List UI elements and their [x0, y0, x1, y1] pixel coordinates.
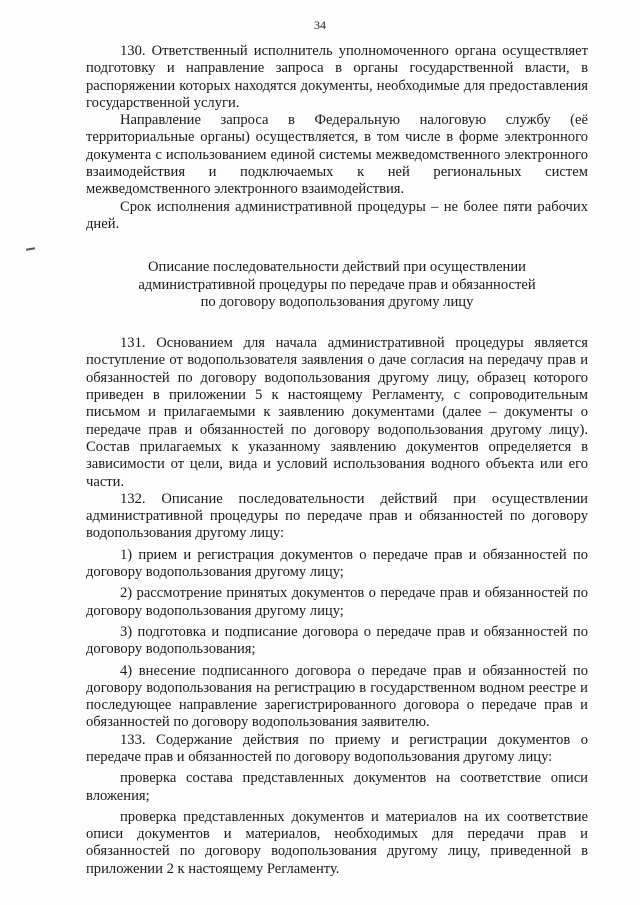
paragraph-131: 131. Основанием для начала административной процедуры является поступление от водопользователя заявления о даче согласия на передачу прав и обязанностей по договору водопользования другому лицу, образец которого приведен в приложении 5 к настоящему Регламенту, с сопроводительным письмом и прилагаемыми к заявлению документами (далее – документы о передаче прав и обязанностей по договору водопользования другому лицу). Состав прилагаемых к указанному заявлению документов определяется в зависимости от цели, вида и условий использования водного объекта или его части. — [86, 335, 588, 490]
paragraph-deadline: Срок исполнения административной процедуры – не более пяти рабочих дней. — [86, 198, 588, 232]
margin-mark — [26, 247, 35, 251]
check-item-2: проверка представленных документов и материалов на их соответствие описи документов и материалов, необходимых для передачи прав и обязанностей по договору водопользования другому лицу, приведенной в приложении 2 к настоящему Регламенту. — [86, 808, 588, 877]
document-body — [86, 43, 588, 878]
page-number: 34 — [314, 18, 326, 32]
section-heading-line-2: административной процедуры по передаче прав и обязанностей — [138, 276, 536, 293]
section-heading-line-3: по договору водопользования другому лицу — [200, 293, 474, 310]
check-item-1: проверка состава представленных документов на соответствие описи вложения; — [86, 770, 588, 804]
paragraph-request-fns: Направление запроса в Федеральную налоговую службу (её территориальные органы) осуществляется, в том числе в форме электронного документа с использованием единой системы межведомственного электронного взаимодействия и подключаемых к ней региональных систем межведомственного электронного взаимодействия. — [86, 112, 588, 198]
paragraph-130: 130. Ответственный исполнитель уполномоченного органа осуществляет подготовку и направление запроса в органы государственной власти, в распоряжении которых находятся документы, необходимые для предоставления государственной услуги. — [86, 43, 588, 111]
section-heading — [86, 259, 588, 311]
paragraph-133: 133. Содержание действия по приему и регистрации документов о передаче прав и обязанностей по договору водопользования другому лицу: — [86, 731, 588, 765]
list-item-3: 3) подготовка и подписание договора о передаче прав и обязанностей по договору водопользования; — [86, 623, 588, 658]
section-heading-line-1: Описание последовательности действий при осуществлении — [147, 259, 526, 276]
paragraph-132: 132. Описание последовательности действий при осуществлении административной процедуры по передаче прав и обязанностей по договору водопользования другому лицу: — [86, 490, 588, 542]
list-item-2: 2) рассмотрение принятых документов о передаче прав и обязанностей по договору водопользования другому лицу; — [86, 585, 588, 619]
list-item-4: 4) внесение подписанного договора о передаче прав и обязанностей по договору водопользования на регистрацию в государственном водном реестре и последующее направление зарегистрированного договора о передаче прав и обязанностей по договору водопользования заявителю. — [86, 662, 588, 731]
list-item-1: 1) прием и регистрация документов о передаче прав и обязанностей по договору водопользования другому лицу; — [86, 546, 588, 581]
